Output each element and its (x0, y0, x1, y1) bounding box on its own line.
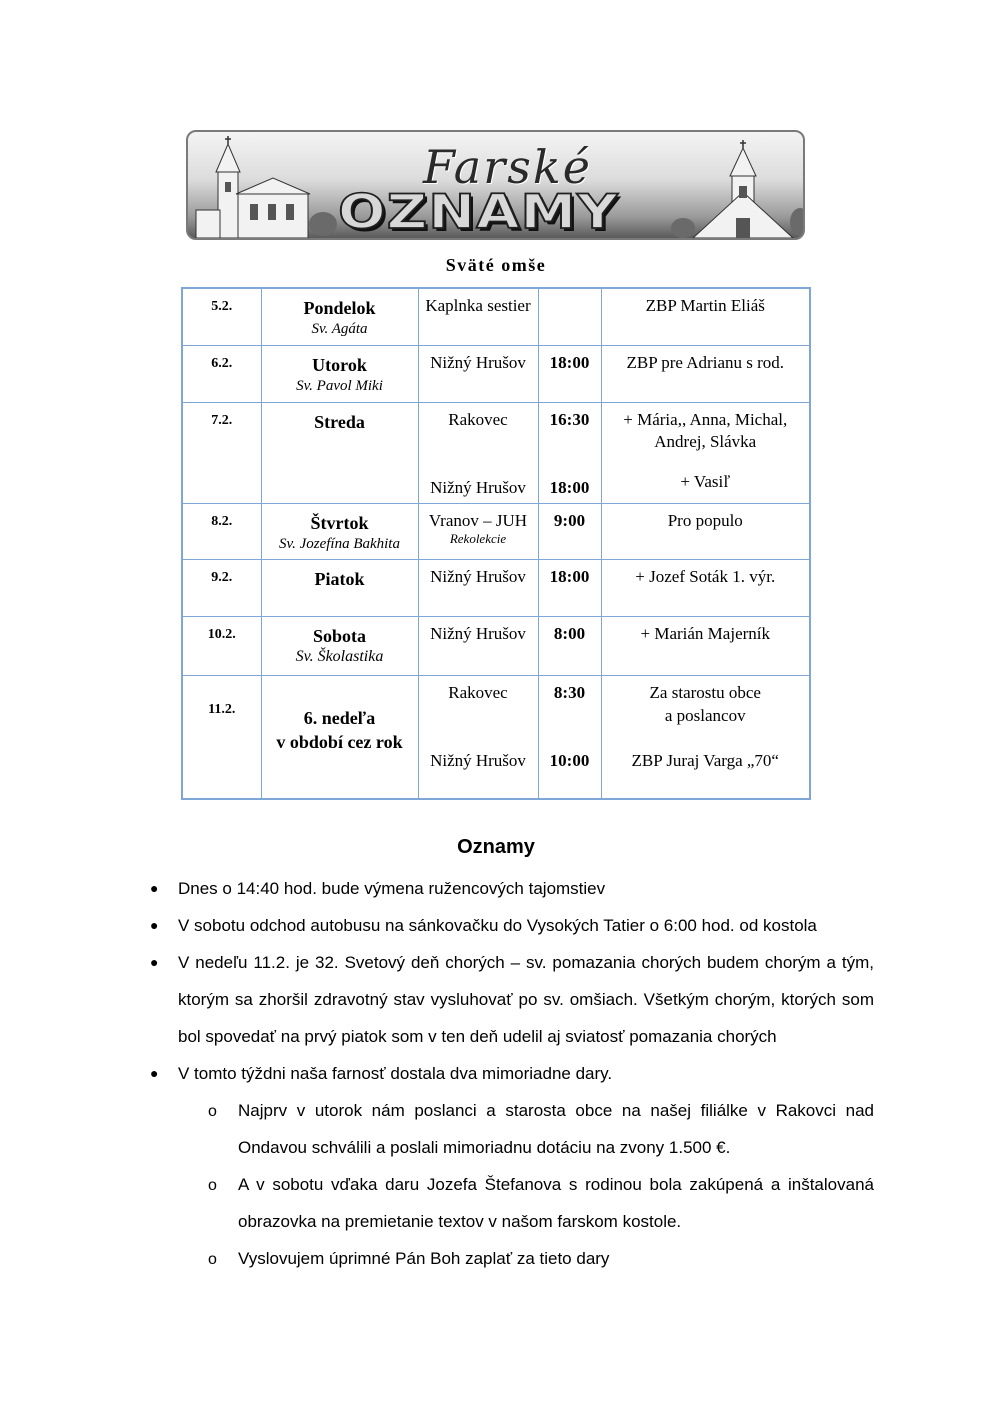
day-name: Štvrtok (310, 512, 369, 533)
sub-announcement-text: Vyslovujem úprimné Pán Boh zaplať za tieto dary (238, 1249, 610, 1268)
place-text: Rakovec (448, 409, 508, 429)
time-text: 9:00 (553, 510, 586, 530)
date-cell: 8.2. (182, 503, 261, 559)
saint-name: Sv. Jozefína Bakhita (279, 535, 400, 552)
banner-oznamy-text: OZNAMY (338, 184, 619, 240)
place-note: Rekolekcie (449, 530, 507, 546)
bullet-icon: ● (150, 954, 159, 970)
announcement-text: V nedeľu 11.2. je 32. Svetový deň chorých – sv. pomazania chorých budem chorým a tým, ktorým sa zhoršil zdravotný stav vysluhovať po sv. omšiach. Všetkým chorým, ktorých som bol spovedať na prvý piatok som v ten deň udelil aj sviatosť pomazania chorých (178, 953, 874, 1046)
place-text: Vranov – JUH (428, 510, 528, 530)
place-cell (418, 288, 538, 345)
table-row (182, 345, 810, 402)
date-cell: 6.2. (182, 345, 261, 402)
table-row (182, 616, 810, 675)
place-text: Nižný Hrušov (430, 477, 526, 497)
place-text: Nižný Hrušov (430, 566, 526, 586)
announcements-list (0, 870, 992, 1277)
place-cell (418, 402, 538, 503)
day-cell (261, 616, 418, 675)
time-text: 18:00 (549, 352, 590, 372)
saint-name: Sv. Pavol Miki (296, 377, 383, 394)
sub-list-item (208, 1240, 874, 1277)
table-row (182, 288, 810, 345)
table-row (182, 503, 810, 559)
farske-oznamy-banner (186, 130, 805, 240)
time-text: 8:30 (553, 682, 586, 702)
day-cell (261, 345, 418, 402)
time-text: 8:00 (553, 623, 586, 643)
saint-name: Sv. Školastika (295, 647, 384, 665)
mass-schedule-title: Sväté omše (445, 255, 547, 275)
day-cell (261, 402, 418, 503)
intention-text: Andrej, Slávka (654, 431, 757, 451)
intention-cell (601, 288, 810, 345)
saint-name: Sv. Agáta (311, 321, 368, 337)
date-cell: 7.2. (182, 402, 261, 503)
day-name: 6. nedeľa (303, 707, 376, 728)
day-name: Piatok (314, 568, 365, 589)
intention-text: ZBP pre Adrianu s rod. (626, 352, 785, 372)
time-text: 18:00 (549, 566, 590, 586)
day-cell (261, 288, 418, 345)
list-item (150, 907, 874, 944)
time-cell (538, 402, 601, 503)
day-name: Sobota (312, 625, 366, 646)
intention-text: + Mária,, Anna, Michal, (623, 409, 788, 429)
time-cell (538, 345, 601, 402)
intention-text: Za starostu obce (649, 682, 761, 702)
time-text: 16:30 (549, 409, 590, 429)
intention-cell (601, 503, 810, 559)
intention-cell (601, 402, 810, 503)
place-text: Nižný Hrušov (430, 352, 526, 372)
day-cell (261, 503, 418, 559)
place-text: Nižný Hrušov (430, 623, 526, 643)
place-cell (418, 675, 538, 799)
list-item (150, 1055, 874, 1092)
banner-farske-text: Farské (423, 140, 592, 194)
date-cell: 10.2. (182, 616, 261, 675)
mass-schedule-table (181, 287, 811, 800)
intention-cell (601, 559, 810, 616)
place-cell (418, 559, 538, 616)
place-text: Nižný Hrušov (430, 750, 526, 770)
announcements-title: Oznamy (457, 836, 535, 858)
date-cell: 11.2. (182, 675, 261, 799)
time-cell (538, 503, 601, 559)
list-item (150, 944, 874, 1055)
sub-list-item (208, 1092, 874, 1166)
day-name: Streda (314, 411, 365, 432)
intention-cell (601, 616, 810, 675)
intention-text: ZBP Martin Eliáš (645, 296, 765, 315)
time-cell (538, 288, 601, 345)
time-cell (538, 559, 601, 616)
day-name: Pondelok (303, 298, 376, 318)
table-row (182, 675, 810, 799)
intention-cell (601, 675, 810, 799)
day-name-line2: v období cez rok (276, 731, 403, 752)
intention-text: ZBP Juraj Varga „70“ (631, 750, 779, 770)
circle-bullet-icon: o (208, 1103, 217, 1120)
announcement-text: V tomto týždni naša farnosť dostala dva mimoriadne dary. (178, 1064, 613, 1083)
announcement-text: Dnes o 14:40 hod. bude výmena ružencových tajomstiev (178, 879, 606, 898)
intention-text: + Marián Majerník (640, 623, 770, 643)
time-cell (538, 675, 601, 799)
bullet-icon: ● (150, 917, 159, 933)
day-cell (261, 559, 418, 616)
bullet-icon: ● (150, 880, 159, 896)
place-cell (418, 345, 538, 402)
sub-announcement-text: Najprv v utorok nám poslanci a starosta obce na našej filiálke v Rakovci nad Ondavou schválili a poslali mimoriadnu dotáciu na zvony 1.500 €. (238, 1101, 874, 1157)
circle-bullet-icon: o (208, 1251, 217, 1268)
announcement-text: V sobotu odchod autobusu na sánkovačku do Vysokých Tatier o 6:00 hod. od kostola (178, 916, 817, 935)
place-text: Kaplnka sestier (425, 296, 531, 315)
place-cell (418, 503, 538, 559)
list-item (150, 870, 874, 907)
day-name: Utorok (312, 354, 367, 375)
intention-text: + Vasiľ (680, 471, 731, 491)
date-cell: 5.2. (182, 288, 261, 345)
intention-cell (601, 345, 810, 402)
time-text: 10:00 (549, 750, 590, 770)
intention-text: a poslancov (664, 705, 746, 725)
circle-bullet-icon: o (208, 1177, 217, 1194)
intention-text: Pro populo (667, 510, 743, 530)
table-row (182, 559, 810, 616)
place-text: Rakovec (448, 682, 508, 702)
sub-announcement-text: A v sobotu vďaka daru Jozefa Štefanova s rodinou bola zakúpená a inštalovaná obrazovka na premietanie textov v našom farskom kostole. (238, 1175, 874, 1231)
time-text: 18:00 (549, 477, 590, 497)
bullet-icon: ● (150, 1065, 159, 1081)
place-cell (418, 616, 538, 675)
table-row (182, 402, 810, 503)
intention-text: + Jozef Soták 1. výr. (635, 566, 776, 586)
date-cell: 9.2. (182, 559, 261, 616)
time-cell (538, 616, 601, 675)
day-cell (261, 675, 418, 799)
sub-list-item (208, 1166, 874, 1240)
